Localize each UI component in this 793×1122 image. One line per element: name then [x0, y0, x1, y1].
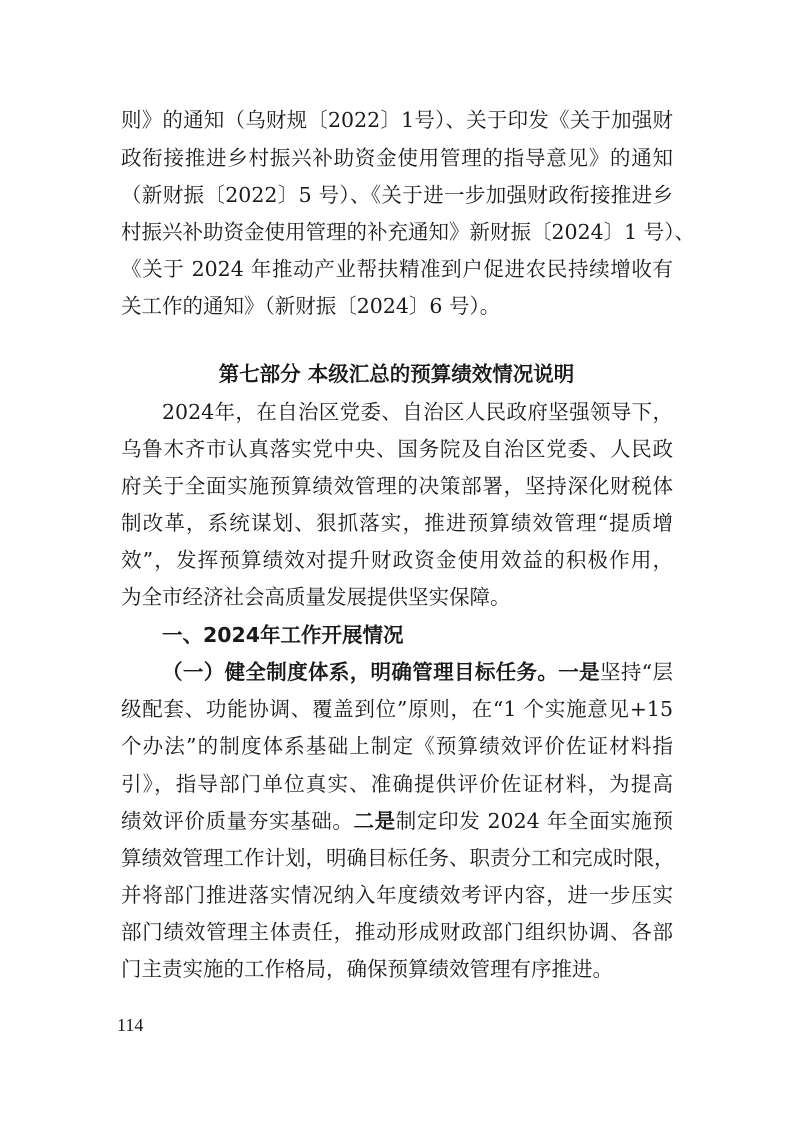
text-line: 算绩效管理工作计划，明确目标任务、职责分工和完成时限， — [121, 846, 675, 870]
text-line: 制改革，系统谋划、狠抓落实，推进预算绩效管理“提质增 — [121, 511, 673, 535]
section-title: 第七部分 本级汇总的预算绩效情况说明 — [218, 362, 575, 386]
text-line: 门主责实施的工作格局，确保预算绩效管理有序推进。 — [121, 957, 613, 981]
text-line: 则》的通知（乌财规〔2022〕1号）、关于印发《关于加强财 — [121, 108, 673, 132]
text-line — [162, 654, 673, 690]
text-line — [121, 803, 673, 839]
item-title: （一）健全制度体系，明确管理目标任务。 — [162, 660, 559, 684]
text-line: 为全市经济社会高质量发展提供坚实保障。 — [121, 585, 511, 609]
second-label: 二是 — [353, 809, 396, 833]
text-line: 效”，发挥预算绩效对提升财政资金使用效益的积极作用， — [121, 548, 673, 572]
subsection-title: 一、2024年工作开展情况 — [162, 623, 404, 647]
text-line: 政衔接推进乡村振兴补助资金使用管理的指导意见》的通知 — [121, 146, 673, 170]
first-label: 一是 — [558, 660, 600, 684]
text-line: 乌鲁木齐市认真落实党中央、国务院及自治区党委、人民政 — [121, 437, 673, 461]
text-line: 并将部门推进落实情况纳入年度绩效考评内容，进一步压实 — [121, 883, 673, 907]
text-line: 部门绩效管理主体责任，推动形成财政部门组织协调、各部 — [121, 920, 673, 944]
text-line: 级配套、功能协调、覆盖到位”原则，在“1 个实施意见+15 — [121, 697, 673, 721]
text-line: 引》，指导部门单位真实、准确提供评价佐证材料，为提高 — [121, 772, 673, 796]
text-line: （新财振〔2022〕5 号）、《关于进一步加强财政衔接推进乡 — [121, 183, 673, 207]
text-line: 个办法”的制度体系基础上制定《预算绩效评价佐证材料指 — [121, 734, 673, 758]
text-line: 村振兴补助资金使用管理的补充通知》新财振〔2024〕1 号）、 — [121, 220, 695, 244]
text-span: 坚持“层 — [599, 660, 674, 684]
text-line: 府关于全面实施预算绩效管理的决策部署，坚持深化财税体 — [121, 474, 673, 498]
text-span: 绩效评价质量夯实基础。 — [121, 809, 354, 833]
text-line: 关工作的通知》（新财振〔2024〕6 号）。 — [121, 294, 501, 318]
text-line: 2024年，在自治区党委、自治区人民政府坚强领导下， — [162, 400, 673, 424]
page-number: 114 — [117, 1015, 144, 1035]
text-span: 制定印发 2024 年全面实施预 — [395, 809, 674, 833]
text-line: 《关于 2024 年推动产业帮扶精准到户促进农民持续增收有 — [121, 257, 673, 281]
